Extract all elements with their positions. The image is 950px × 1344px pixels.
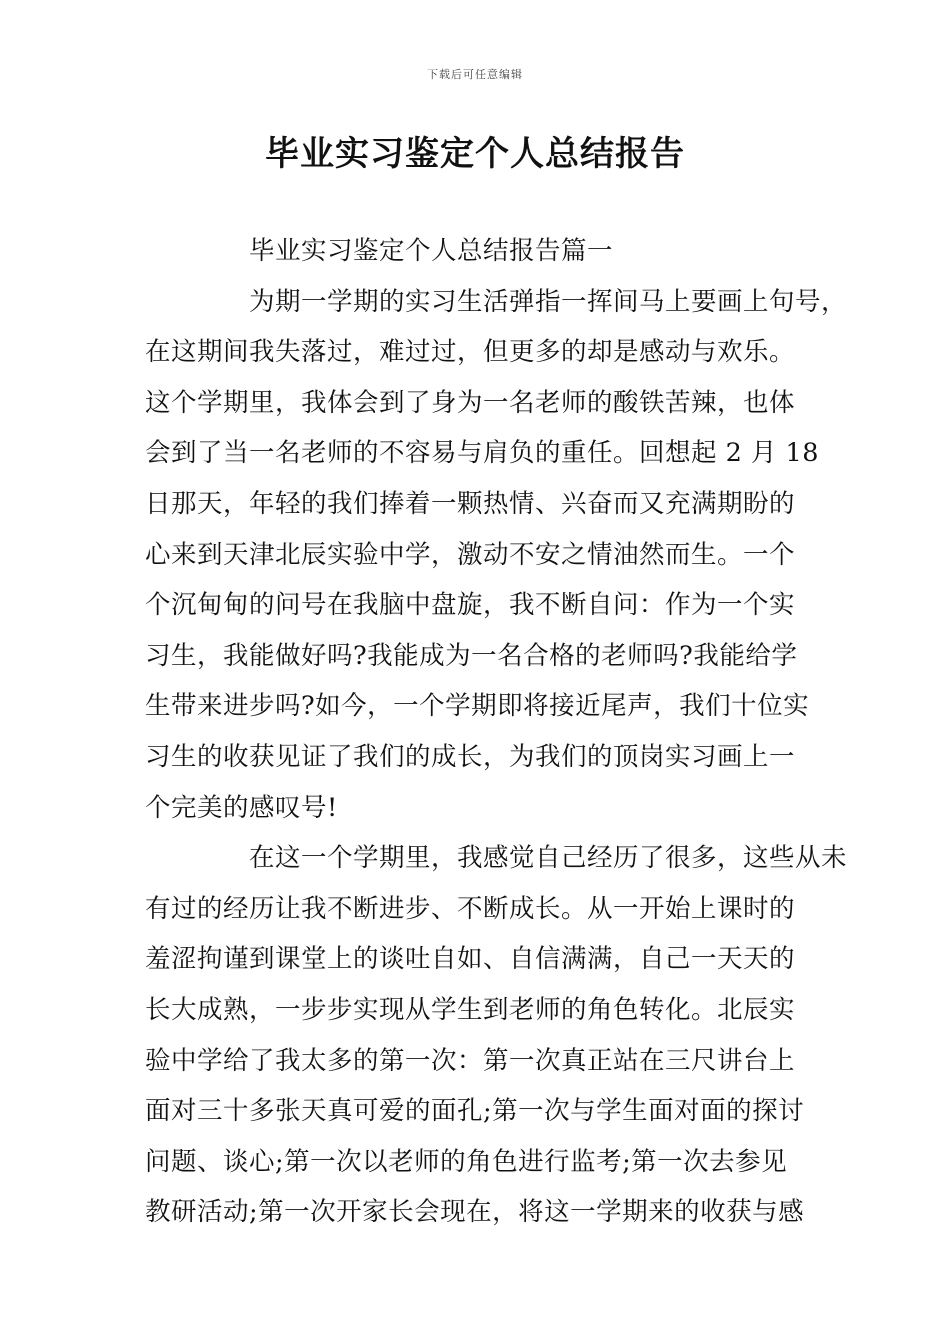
paragraph-line: 羞涩拘谨到课堂上的谈吐自如、自信满满，自己一天天的 bbox=[145, 944, 796, 975]
header-note: 下载后可任意编辑 bbox=[427, 68, 523, 81]
paragraph-1 bbox=[145, 277, 848, 834]
paragraph-line: 心来到天津北辰实验中学，激动不安之情油然而生。一个 bbox=[145, 539, 796, 570]
section-heading-paragraph bbox=[145, 226, 807, 277]
document-title: 毕业实习鉴定个人总结报告 bbox=[265, 134, 685, 174]
section-heading: 毕业实习鉴定个人总结报告篇一 bbox=[249, 236, 614, 266]
paragraph-line: 在这一个学期里，我感觉自己经历了很多，这些从未 bbox=[249, 843, 848, 874]
paragraph-line: 个沉甸甸的问号在我脑中盘旋，我不断自问：作为一个实 bbox=[145, 590, 796, 621]
paragraph-line: 习生的收获见证了我们的成长，为我们的顶岗实习画上一 bbox=[145, 741, 796, 772]
paragraph-line: 这个学期里，我体会到了身为一名老师的酸铁苦辣，也体 bbox=[145, 387, 796, 418]
paragraph-line: 个完美的感叹号! bbox=[145, 792, 338, 823]
paragraph-line: 长大成熟，一步步实现从学生到老师的角色转化。北辰实 bbox=[145, 994, 796, 1025]
paragraph-line: 习生，我能做好吗?我能成为一名合格的老师吗?我能给学 bbox=[145, 640, 798, 671]
paragraph-line: 生带来进步吗?如今，一个学期即将接近尾声，我们十位实 bbox=[145, 691, 810, 722]
paragraph-2 bbox=[145, 833, 848, 1238]
paragraph-line: 为期一学期的实习生活弹指一挥间马上要画上句号， bbox=[249, 286, 848, 317]
paragraph-line: 教研活动;第一次开家长会现在，将这一学期来的收获与感 bbox=[145, 1197, 805, 1228]
paragraph-line: 面对三十多张天真可爱的面孔;第一次与学生面对面的探讨 bbox=[145, 1096, 805, 1127]
paragraph-line: 在这期间我失落过，难过过，但更多的却是感动与欢乐。 bbox=[145, 337, 796, 368]
paragraph-line: 验中学给了我太多的第一次：第一次真正站在三尺讲台上 bbox=[145, 1045, 796, 1076]
paragraph-line: 会到了当一名老师的不容易与肩负的重任。回想起 2 月 18 bbox=[145, 438, 819, 469]
paragraph-line: 问题、谈心;第一次以老师的角色进行监考;第一次去参见 bbox=[145, 1146, 788, 1177]
paragraph-line: 有过的经历让我不断进步、不断成长。从一开始上课时的 bbox=[145, 893, 796, 924]
paragraph-line: 日那天，年轻的我们捧着一颗热情、兴奋而又充满期盼的 bbox=[145, 488, 796, 519]
document-body bbox=[145, 226, 848, 1238]
